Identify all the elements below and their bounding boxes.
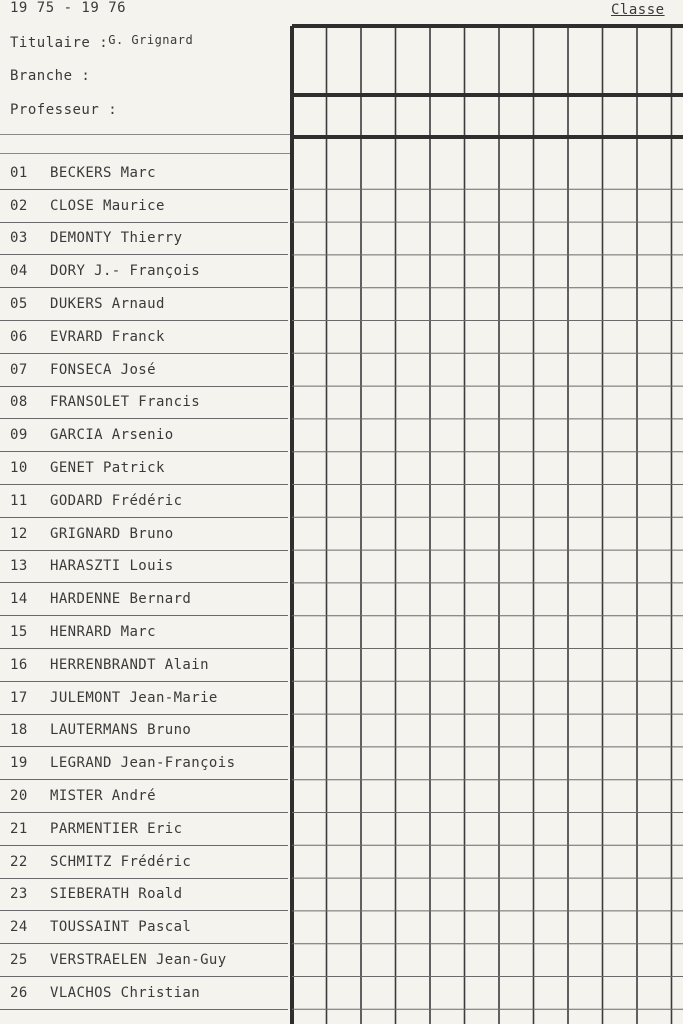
student-number: 02 [10,197,28,214]
student-name: GRIGNARD Bruno [50,525,174,542]
student-name: CLOSE Maurice [50,197,165,214]
student-number: 13 [10,558,28,575]
student-name: HERRENBRANDT Alain [50,656,209,673]
professeur-label: Professeur : [10,102,118,118]
student-number: 15 [10,624,28,641]
student-number: 25 [10,952,28,969]
student-name: LEGRAND Jean-François [50,755,236,772]
student-name: JULEMONT Jean-Marie [50,689,218,706]
student-number: 23 [10,886,28,903]
student-number: 06 [10,328,28,345]
student-name: GODARD Frédéric [50,492,183,509]
student-number: 01 [10,164,28,181]
student-name: FRANSOLET Francis [50,394,201,411]
student-name: MISTER André [50,788,156,805]
student-number: 05 [10,296,28,313]
student-name: HENRARD Marc [50,624,156,641]
student-number: 11 [10,492,28,509]
student-number: 26 [10,984,28,1001]
student-name: DEMONTY Thierry [50,230,183,247]
student-name: EVRARD Franck [50,328,165,345]
student-name: GENET Patrick [50,460,165,477]
student-name: TOUSSAINT Pascal [50,919,192,936]
student-number: 19 [10,755,28,772]
student-number: 07 [10,361,28,378]
student-number: 14 [10,591,28,608]
student-name: VERSTRAELEN Jean-Guy [50,952,227,969]
student-number: 09 [10,427,28,444]
student-number: 20 [10,788,28,805]
student-name: HARASZTI Louis [50,558,174,575]
student-number: 10 [10,460,28,477]
classe-label: Classe [611,2,665,18]
student-number: 24 [10,919,28,936]
student-number: 17 [10,689,28,706]
student-name: SIEBERATH Roald [50,886,183,903]
student-name: BECKERS Marc [50,164,156,181]
student-name: VLACHOS Christian [50,984,201,1001]
school-year: 19 75 - 19 76 [10,0,127,16]
student-number: 03 [10,230,28,247]
student-number: 08 [10,394,28,411]
branche-label: Branche : [10,68,91,84]
student-number: 16 [10,656,28,673]
student-name: SCHMITZ Frédéric [50,853,192,870]
student-name: PARMENTIER Eric [50,820,183,837]
student-name: LAUTERMANS Bruno [50,722,192,739]
student-number: 12 [10,525,28,542]
student-number: 04 [10,263,28,280]
student-name: DORY J.- François [50,263,201,280]
titulaire-value: G. Grignard [108,33,194,47]
student-name: HARDENNE Bernard [50,591,192,608]
student-number: 22 [10,853,28,870]
student-name: FONSECA José [50,361,156,378]
titulaire-label: Titulaire : [10,35,109,51]
student-name: GARCIA Arsenio [50,427,174,444]
student-number: 18 [10,722,28,739]
student-name: DUKERS Arnaud [50,296,165,313]
student-number: 21 [10,820,28,837]
